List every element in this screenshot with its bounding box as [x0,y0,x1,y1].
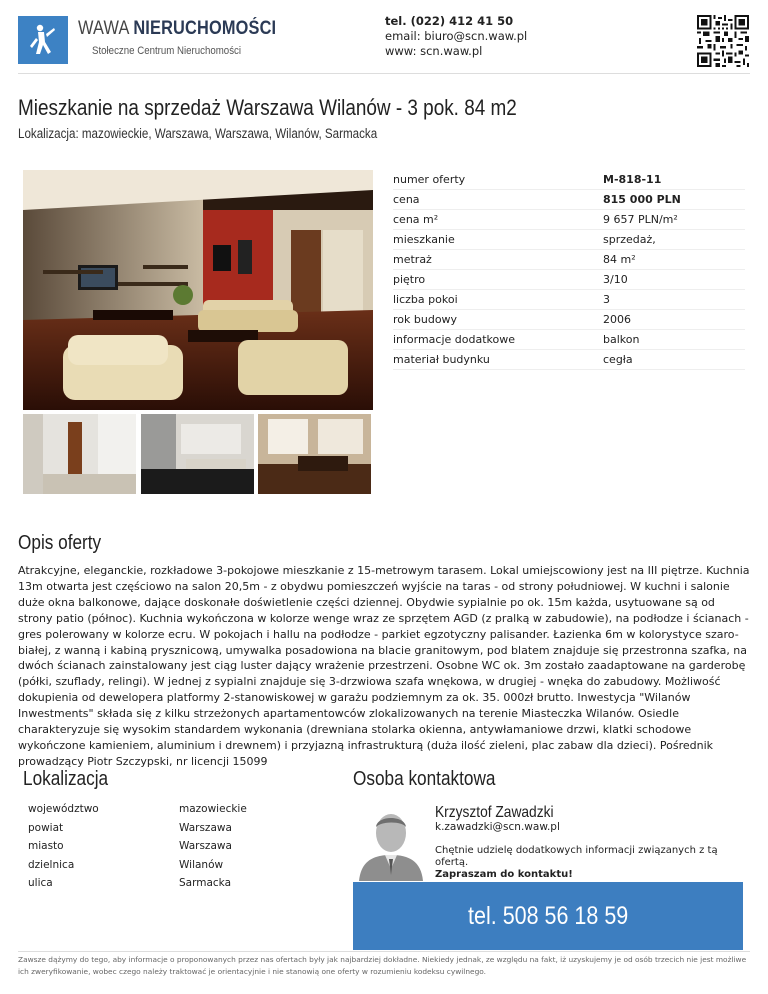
detail-row-extra-info: informacje dodatkowe balkon [393,330,745,350]
agent-email[interactable]: k.zawadzki@scn.waw.pl [435,821,560,833]
location-row: województwo mazowieckie [28,803,247,816]
agency-phone: tel. (022) 412 41 50 [385,14,514,28]
detail-row-price: cena 815 000 PLN [393,190,745,210]
location-row: miasto Warszawa [28,840,232,853]
header-divider [18,73,750,74]
location-heading: Lokalizacja [23,768,109,790]
qr-code-icon [697,15,749,67]
agency-website: www: scn.waw.pl [385,44,483,58]
detail-row-year-built: rok budowy 2006 [393,310,745,330]
contact-heading: Osoba kontaktowa [353,768,496,790]
detail-row-offer-number: numer oferty M-818-11 [393,170,745,190]
main-photo[interactable] [23,170,373,410]
detail-row-type: mieszkanie sprzedaż, [393,230,745,250]
offer-location: Lokalizacja: mazowieckie, Warszawa, Warszawa, Wilanów, Sarmacka [18,126,378,141]
location-row: ulica Sarmacka [28,877,231,890]
gallery-thumbnail-3[interactable] [258,414,371,494]
agent-phone-button[interactable] [353,882,743,950]
avatar [355,803,427,881]
offer-details-table [393,170,745,370]
gallery-thumbnail-2[interactable] [141,414,254,494]
description-text: Atrakcyjne, eleganckie, rozkładowe 3-pokojowe mieszkanie z 15-metrowym tarasem. Lokal umiejscowiony jest na III piętrze. Kuchnia 13m otwarta jest częściowo na salon 20,5m - z obydwu pomieszczeń wyjście na taras - od strony południowej. W kuchni i salonie duże okna balkonowe, dające doskonałe doświetlenie części dziennej. Obydwie sypialnie po ok. 15m każda, usytuowane są od strony patio (północ). Kuchnia wykończona w kolorze wenge wraz ze sprzętem AGD (z pralką w zabudowie), na podłodze i ścianach - gres polerowany w kolorze ecru. W pokojach i hallu na podłodze - parkiet egzotyczny palisander. Łazienka 6m w kolorystyce szaro-białej, z wanną i kabiną prysznicową, umywalka posadowiona na blacie granitowym, pod blatem znajduje się przestronna szafka, na dwóch ścianach zainstalowany jest ciąg luster dający wrażenie przestrzeni. Osobne WC ok. 3m zostało zaadaptowane na garderobę (półki, szuflady, relingi). W jednej z sypialni znajduje się 3-drzwiowa szafa wnękowa, w drugiej - wnęka do zabudowy. Możliwość dokupienia od dewelopera platformy 2-stanowiskowej w garażu podziemnym za ok. 35. 000zł brutto. Inwestycja "Wilanów Inwestments" składa się z kilku strzeżonych apartamentowców zlokalizowanych na terenie Miasteczka Wilanów. Osiedle charakteryzuje się wysokim standardem wykonania (drewniana stolarka okienna, antywłamaniowe drzwi, klatki schodowe wykończone kamieniem, aluminium i drewnem) i przyjazną infrastrukturą (duża ilość zieleni, plac zabaw dla dzieci). Pośrednik prowadzący Piotr Szczypski, nr licencji 15099 [18,564,750,768]
agent-name: Krzysztof Zawadzki [435,804,554,821]
detail-row-price-per-m2: cena m² 9 657 PLN/m² [393,210,745,230]
agency-contact [385,14,527,59]
brand-name: WAWA NIERUCHOMOŚCI [78,18,277,39]
footer-divider [18,951,750,952]
gallery-thumbnail-1[interactable] [23,414,136,494]
brand-tagline: Stołeczne Centrum Nieruchomości [92,45,242,57]
agent-phone: tel. 508 56 18 59 [467,901,629,930]
offer-title: Mieszkanie na sprzedaż Warszawa Wilanów - 3 pok. 84 m2 [18,95,517,120]
description-heading: Opis oferty [18,532,102,554]
detail-row-floor: piętro 3/10 [393,270,745,290]
detail-row-area: metraż 84 m² [393,250,745,270]
detail-row-building-material: materiał budynku cegła [393,350,745,370]
detail-row-rooms: liczba pokoi 3 [393,290,745,310]
location-row: powiat Warszawa [28,821,232,834]
location-table [28,800,338,893]
location-row: dzielnica Wilanów [28,858,224,871]
agent-note: Chętnie udzielę dodatkowych informacji związanych z tą ofertą. Zapraszam do kontaktu! [435,845,718,880]
footer-disclaimer: Zawsze dążymy do tego, aby informacje o proponowanych przez nas ofertach były jak najbardziej dokładne. Niekiedy jednak, ze względu na fakt, iż uzyskujemy je od osób trzecich nie jest możliwe ich zweryfikowanie, wobec czego należy traktować je orientacyjnie i nie stanowią one oferty w rozumieniu kodeksu cywilnego. [18,955,747,976]
company-logo [18,16,68,64]
agency-email: email: biuro@scn.waw.pl [385,29,528,43]
